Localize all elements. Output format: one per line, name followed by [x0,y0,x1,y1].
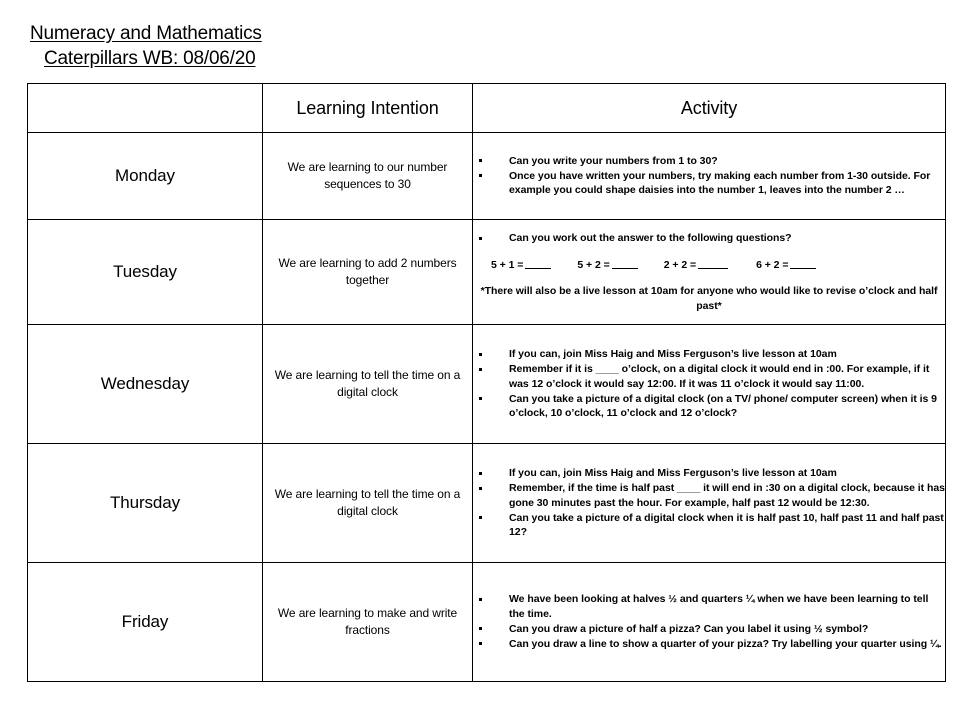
equation-text: 2 + 2 = [663,258,697,271]
list-item: We have been looking at halves ½ and quarters ¼ when we have been learning to tell the time. [473,592,945,621]
list-item: Can you take a picture of a digital clock (on a TV/ phone/ computer screen) when it is 9 o’clock, 10 o’clock, 11 o’clock and 12 o’clock? [473,392,945,421]
list-item: Can you draw a line to show a quarter of your pizza? Try labelling your quarter using ¼. [473,637,945,652]
table-row [28,220,946,325]
table-body [28,133,946,682]
table-header-row [28,84,946,133]
list-item: If you can, join Miss Haig and Miss Ferguson’s live lesson at 10am [473,347,945,362]
day-label-wednesday: Wednesday [28,325,263,444]
table-header [28,84,946,133]
equation-item [664,258,730,273]
answer-blank [790,268,816,269]
answer-blank [612,268,638,269]
table-row [28,325,946,444]
activity-bullet-list [473,231,945,246]
list-item: Once you have written your numbers, try making each number from 1-30 outside. For example you could shape daisies into the number 1, leaves into the number 2 … [473,169,945,198]
activity-monday [473,133,946,220]
page-title [30,22,550,70]
equation-row [473,258,945,273]
activity-bullet-list [473,154,945,198]
table-row [28,133,946,220]
learning-intention-thursday: We are learning to tell the time on a digital clock [263,444,473,563]
title-line-class-wrap [30,47,550,70]
activity-bullet-list [473,347,945,421]
equation-text: 5 + 2 = [577,258,610,271]
day-label-tuesday: Tuesday [28,220,263,325]
day-label-monday: Monday [28,133,263,220]
learning-intention-friday: We are learning to make and write fractions [263,563,473,682]
header-day-column [28,84,263,133]
list-item: Can you work out the answer to the following questions? [473,231,945,246]
header-activity: Activity [473,84,946,133]
list-item: Can you write your numbers from 1 to 30? [473,154,945,169]
weekly-plan-table [27,83,946,682]
equation-item [491,258,551,273]
list-item: Can you draw a picture of half a pizza? Can you label it using ½ symbol? [473,622,945,637]
learning-intention-wednesday: We are learning to tell the time on a digital clock [263,325,473,444]
equation-text: 5 + 1 = [491,258,524,271]
title-line-subject-wrap [30,22,550,45]
equation-text: 6 + 2 = [756,258,789,271]
table-row [28,563,946,682]
title-class-week: Caterpillars WB: 08/06/20 [44,48,256,69]
activity-friday [473,563,946,682]
activity-thursday [473,444,946,563]
list-item: If you can, join Miss Haig and Miss Ferguson’s live lesson at 10am [473,466,945,481]
list-item: Remember if it is ____ o’clock, on a digital clock it would end in :00. For example, if it was 12 o’clock it would say 12:00. If it was 11 o’clock it would say 11:00. [473,362,945,391]
answer-blank [698,268,728,269]
table-row [28,444,946,563]
learning-intention-monday: We are learning to our number sequences to 30 [263,133,473,220]
learning-intention-tuesday: We are learning to add 2 numbers together [263,220,473,325]
activity-wednesday [473,325,946,444]
activity-bullet-list [473,592,945,651]
list-item: Can you take a picture of a digital clock when it is half past 10, half past 11 and half past 12? [473,511,945,540]
activity-bullet-list [473,466,945,540]
activity-tuesday [473,220,946,325]
header-learning-intention: Learning Intention [263,84,473,133]
day-label-thursday: Thursday [28,444,263,563]
day-label-friday: Friday [28,563,263,682]
live-lesson-note: *There will also be a live lesson at 10am for anyone who would like to revise o’clock and half past* [480,285,938,312]
answer-blank [525,268,551,269]
list-item: Remember, if the time is half past ____ it will end in :30 on a digital clock, because it has gone 30 minutes past the hour. For example, half past 12 would be 12:30. [473,481,945,510]
title-subject: Numeracy and Mathematics [30,23,262,44]
equation-item [756,258,816,273]
equation-item [577,258,637,273]
